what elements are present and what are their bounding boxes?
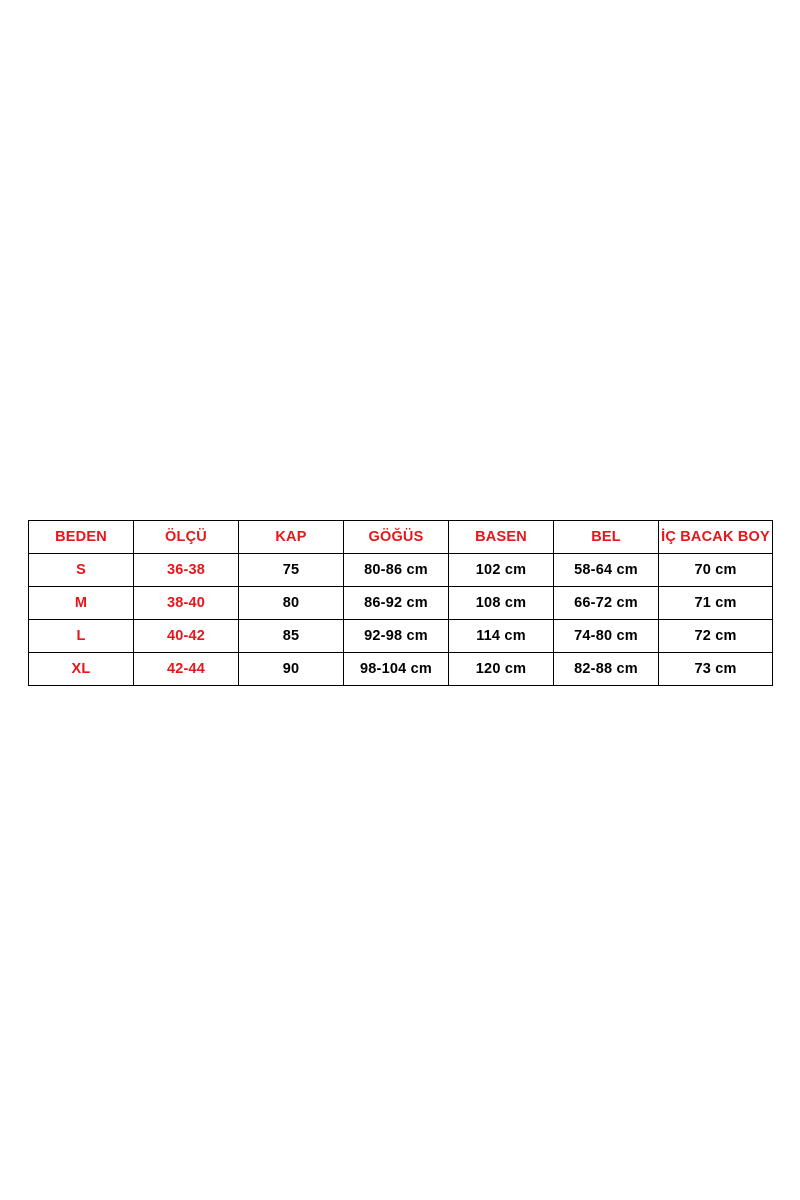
column-header-basen: BASEN — [449, 521, 554, 554]
column-header-kap: KAP — [239, 521, 344, 554]
cell-bel: 58-64 cm — [554, 554, 659, 587]
cell-bel: 74-80 cm — [554, 620, 659, 653]
cell-ic-bacak-boy: 71 cm — [659, 587, 773, 620]
size-chart-table — [28, 520, 773, 686]
cell-gogus: 98-104 cm — [344, 653, 449, 686]
column-header-beden: BEDEN — [29, 521, 134, 554]
cell-kap: 80 — [239, 587, 344, 620]
cell-gogus: 80-86 cm — [344, 554, 449, 587]
table-row — [29, 554, 773, 587]
cell-beden: L — [29, 620, 134, 653]
cell-beden: XL — [29, 653, 134, 686]
cell-basen: 102 cm — [449, 554, 554, 587]
cell-gogus: 92-98 cm — [344, 620, 449, 653]
cell-olcu: 36-38 — [134, 554, 239, 587]
cell-gogus: 86-92 cm — [344, 587, 449, 620]
cell-ic-bacak-boy: 73 cm — [659, 653, 773, 686]
column-header-bel: BEL — [554, 521, 659, 554]
cell-olcu: 40-42 — [134, 620, 239, 653]
cell-basen: 120 cm — [449, 653, 554, 686]
table-row — [29, 587, 773, 620]
cell-olcu: 42-44 — [134, 653, 239, 686]
cell-ic-bacak-boy: 72 cm — [659, 620, 773, 653]
column-header-olcu: ÖLÇÜ — [134, 521, 239, 554]
cell-ic-bacak-boy: 70 cm — [659, 554, 773, 587]
cell-kap: 75 — [239, 554, 344, 587]
table-header-row — [29, 521, 773, 554]
cell-basen: 114 cm — [449, 620, 554, 653]
cell-kap: 85 — [239, 620, 344, 653]
cell-beden: S — [29, 554, 134, 587]
size-chart — [28, 520, 772, 686]
cell-kap: 90 — [239, 653, 344, 686]
table-row — [29, 620, 773, 653]
cell-beden: M — [29, 587, 134, 620]
table-row — [29, 653, 773, 686]
cell-bel: 82-88 cm — [554, 653, 659, 686]
cell-olcu: 38-40 — [134, 587, 239, 620]
column-header-ic-bacak-boy: İÇ BACAK BOY — [659, 521, 773, 554]
column-header-gogus: GÖĞÜS — [344, 521, 449, 554]
cell-basen: 108 cm — [449, 587, 554, 620]
cell-bel: 66-72 cm — [554, 587, 659, 620]
